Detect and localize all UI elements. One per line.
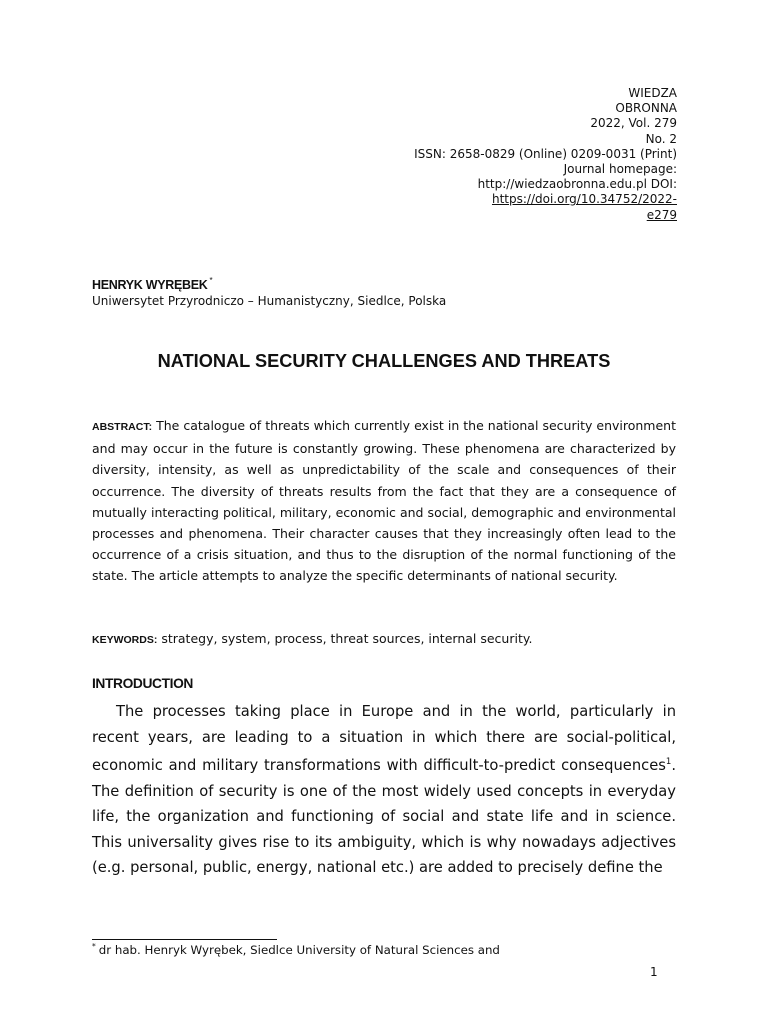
footnote-divider xyxy=(92,939,277,940)
journal-name-line2: OBRONNA xyxy=(615,101,677,116)
journal-homepage-label: Journal homepage: xyxy=(563,162,677,177)
footnote xyxy=(92,942,500,957)
introduction-paragraph xyxy=(92,699,676,881)
intro-text-part2: . The definition of security is one of the most widely used concepts in everyday life, the organization and functioning of social and state life and in science. This universality gives rise to its ambiguity, which is why nowadays adjectives (e.g. personal, public, energy, national etc.) are added to precisely define the xyxy=(92,757,676,876)
journal-homepage-link[interactable]: http://wiedzaobronna.edu.pl DOI: xyxy=(477,177,677,192)
author-footnote-marker[interactable]: * xyxy=(209,276,213,285)
author-affiliation: Uniwersytet Przyrodniczo – Humanistyczny, Siedlce, Polska xyxy=(92,294,447,308)
author-name: HENRYK WYRĘBEK xyxy=(92,278,208,292)
author-name-line xyxy=(92,276,212,292)
doi-link-part1[interactable]: https://doi.org/10.34752/2022- xyxy=(491,192,677,207)
journal-number: No. 2 xyxy=(645,131,677,146)
introduction-heading: INTRODUCTION xyxy=(92,676,193,691)
abstract-paragraph xyxy=(92,415,676,587)
intro-text-part1: The processes taking place in Europe and in the world, particularly in recent years, are leading to a situation in which there are social-political, economic and military transformations with difficult-to-predict consequences xyxy=(92,703,676,774)
paper-title: NATIONAL SECURITY CHALLENGES AND THREATS xyxy=(157,351,611,371)
keywords-text: strategy, system, process, threat sources, internal security. xyxy=(161,631,533,646)
abstract-text: The catalogue of threats which currently exist in the national security environment and may occur in the future is constantly growing. These phenomena are characterized by diversity, intensity, as well as unpredictability of the scale and consequences of their occurrence. The diversity of threats results from the fact that they are a consequence of mutually interacting political, military, economic and social, demographic and environmental processes and phenomena. Their character causes that they increasingly often lead to the occurrence of a crisis situation, and thus to the disruption of the normal functioning of the state. The article attempts to analyze the specific determinants of national security. xyxy=(92,418,676,584)
doi-link-part2[interactable]: e279 xyxy=(646,207,677,222)
journal-year-volume: 2022, Vol. 279 xyxy=(590,116,677,131)
footnote-ref-1[interactable]: 1 xyxy=(665,757,672,767)
journal-issn: ISSN: 2658-0829 (Online) 0209-0031 (Print) xyxy=(414,146,677,161)
footnote-marker: * xyxy=(92,942,96,951)
abstract-label: ABSTRACT: xyxy=(92,421,153,433)
footnote-text: dr hab. Henryk Wyrębek, Siedlce University of Natural Sciences and xyxy=(98,943,500,957)
journal-name-line1: WIEDZA xyxy=(628,86,677,100)
page-number: 1 xyxy=(650,965,658,979)
journal-header xyxy=(380,86,677,223)
keywords-label: KEYWORDS: xyxy=(92,634,158,646)
keywords-paragraph xyxy=(92,629,676,650)
